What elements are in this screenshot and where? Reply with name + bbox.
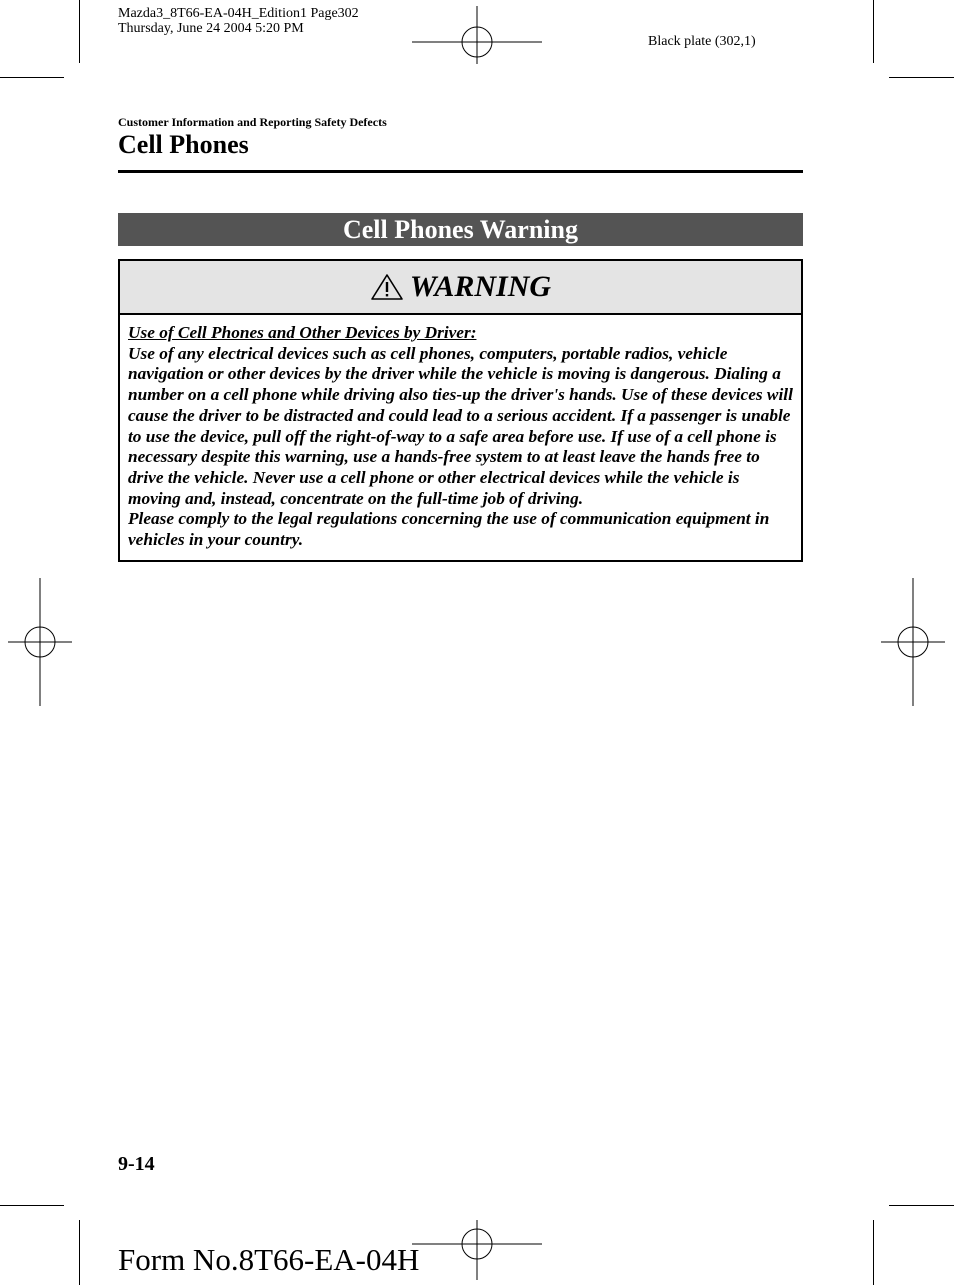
warning-paragraph: Use of any electrical devices such as cell phones, computers, portable radios, vehicle navigation or other devices by the driver while the vehicle is moving is dangerous. Dialing a number on a cell phone while driving also ties-up the driver's hands. Use of these devices will cause the driver to be distracted and could lead to a serious accident. If a passenger is unable to use the device, pull off the right-of-way to a safe area before use. If use of a cell phone is necessary despite this warning, use a hands-free system to at least leave the hands free to drive the vehicle. Never use a cell phone or other electrical devices while the vehicle is moving and, instead, concentrate on the full-time job of driving. <box>128 343 793 508</box>
warning-triangle-icon <box>370 273 404 301</box>
warning-label: WARNING <box>409 270 552 303</box>
print-file-line: Mazda3_8T66-EA-04H_Edition1 Page302 <box>118 6 359 21</box>
form-number: Form No.8T66-EA-04H <box>118 1242 420 1277</box>
crop-mark <box>889 77 954 78</box>
warning-box <box>118 259 803 562</box>
section-title-bar: Cell Phones Warning <box>118 213 803 246</box>
warning-header <box>120 261 801 315</box>
crop-mark <box>889 1205 954 1206</box>
crop-mark <box>873 0 874 63</box>
warning-paragraph: Please comply to the legal regulations concerning the use of communication equipment in vehicles in your country. <box>128 509 770 550</box>
warning-heading: Use of Cell Phones and Other Devices by Driver: <box>128 323 477 342</box>
title-divider <box>118 170 803 173</box>
registration-mark-icon <box>412 1220 542 1280</box>
crop-mark <box>79 1220 80 1285</box>
crop-mark <box>0 1205 64 1206</box>
registration-mark-icon <box>881 578 945 706</box>
crop-mark <box>0 77 64 78</box>
registration-mark-icon <box>8 578 72 706</box>
section-label: Customer Information and Reporting Safety Defects <box>118 115 387 129</box>
registration-mark-icon <box>412 6 542 66</box>
crop-mark <box>79 0 80 63</box>
page-title: Cell Phones <box>118 130 249 159</box>
crop-mark <box>873 1220 874 1285</box>
warning-body <box>120 315 801 560</box>
plate-label: Black plate (302,1) <box>648 34 756 49</box>
print-date-line: Thursday, June 24 2004 5:20 PM <box>118 21 304 36</box>
page-number: 9-14 <box>118 1153 155 1175</box>
print-header <box>118 6 359 36</box>
